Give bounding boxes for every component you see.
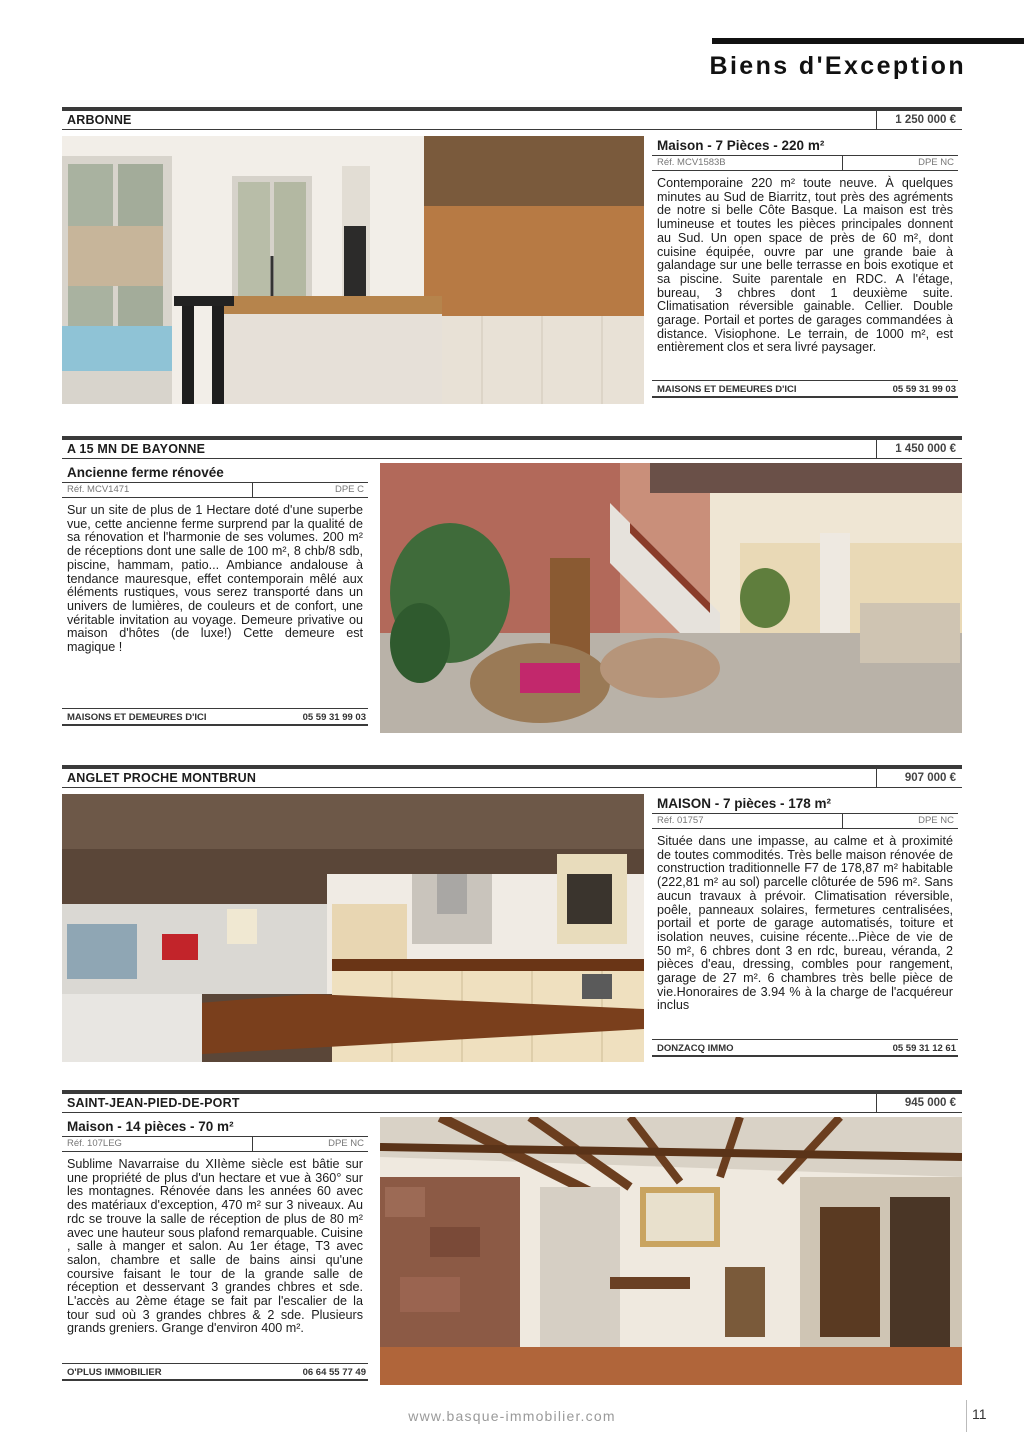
listing-location: A 15 MN DE BAYONNE bbox=[67, 442, 206, 456]
listing-description: Contemporaine 220 m² toute neuve. À quelques minutes au Sud de Biarritz, tout près des agréments de notre si belle Côte Basque. La maison est très lumineuse et toutes les pièces principales donnent au Sud. Un open space de près de 60 m², dont cuisine équipée, ouvre par une grande baie à galandage sur une belle terrasse en bois exotique et sa piscine. Suite parentale en RDC. A l'étage, bureau, 3 chbres dont 1 deuxième suite. Climatisation réversible gainable. Cellier. Double garage. Portail et portes de garages commandées à distance. Visiophone. Le terrain, de 1000 m², est entièrement clos et sera livré paysager. bbox=[657, 176, 953, 355]
listing-photo-patio bbox=[380, 463, 962, 733]
agency-phone: 05 59 31 99 03 bbox=[892, 384, 956, 395]
listing-photo-kitchen bbox=[62, 136, 644, 404]
listing-location: ARBONNE bbox=[67, 113, 132, 127]
listing-agency-row bbox=[652, 1039, 958, 1057]
page-number: 11 bbox=[972, 1406, 987, 1422]
listing-price: 1 250 000 € bbox=[876, 111, 962, 129]
listing-ref-row bbox=[62, 1137, 368, 1152]
divider bbox=[842, 814, 843, 828]
listing-agency-row bbox=[652, 380, 958, 398]
listing-ref: Réf. 107LEG bbox=[67, 1138, 122, 1149]
agency-name: MAISONS ET DEMEURES D'ICI bbox=[657, 384, 797, 395]
listing-location: SAINT-JEAN-PIED-DE-PORT bbox=[67, 1096, 240, 1110]
listing-price: 907 000 € bbox=[876, 769, 962, 787]
listing-info bbox=[62, 1117, 368, 1378]
listing-info bbox=[62, 463, 368, 723]
listing-agency-row bbox=[62, 708, 368, 726]
listing-header bbox=[62, 1090, 962, 1113]
agency-name: DONZACQ IMMO bbox=[657, 1043, 734, 1054]
top-accent-bar bbox=[712, 38, 1024, 44]
listing-dpe: DPE NC bbox=[328, 1138, 364, 1149]
agency-name: O'PLUS IMMOBILIER bbox=[67, 1367, 162, 1378]
agency-name: MAISONS ET DEMEURES D'ICI bbox=[67, 712, 207, 723]
listing-description: Sublime Navarraise du XIIème siècle est bâtie sur une propriété de plus d'un hectare et vue à 360° sur les montagnes. Rénovée dans les années 60 avec des matériaux d'exception, 470 m² sur 3 niveaux. Au rdc se trouve la salle de réception de plus de 80 m² avec une hauteur sous plafond remarquable. Cuisine , salle à manger et salon. Au 1er étage, T3 avec salon, chambre et salle de bains ainsi qu'une coursive faisant le tour de la grande salle de réception et desservant 3 grandes chbres et sde. L'accès au 2ème étage se fait par l'escalier de la tour sud où 3 grandes chbres & 2 sde. Plusieurs grands greniers. Grange d'environ 400 m². bbox=[67, 1157, 363, 1336]
listing-photo-kitchen-living bbox=[62, 794, 644, 1062]
listing-type: Maison - 7 Pièces - 220 m² bbox=[652, 136, 958, 156]
listing-agency-row bbox=[62, 1363, 368, 1381]
listing-ref-row bbox=[62, 483, 368, 498]
listing-description: Située dans une impasse, au calme et à proximité de toutes commodités. Très belle maison rénovée de construction traditionnelle F7 de 178,87 m² habitable (222,81 m² au sol) parcelle clôturée de 596 m². Sans aucun travaux à prévoir. Climatisation réversible, poêle, panneaux solaires, fermetures centralisées, portail et porte de garage automatisés, toiture et isolation neuves, cuisine récente...Pièce de vie de 50 m², 6 chbres dont 3 en rdc, bureau, véranda, 2 pièces d'eau, dressing, combles pour rangement, garage de 27 m². 6 chambres très belle pièce de vie.Honoraires de 3.94 % à la charge de l'acquéreur inclus bbox=[657, 834, 953, 1013]
listing-ref: Réf. 01757 bbox=[657, 815, 704, 826]
listing-photo-stone-hall bbox=[380, 1117, 962, 1385]
divider bbox=[842, 156, 843, 170]
listing-ref-row bbox=[652, 814, 958, 829]
footer-url[interactable]: www.basque-immobilier.com bbox=[408, 1408, 616, 1424]
listing-header bbox=[62, 765, 962, 788]
agency-phone: 05 59 31 99 03 bbox=[302, 712, 366, 723]
agency-phone: 05 59 31 12 61 bbox=[892, 1043, 956, 1054]
page-title: Biens d'Exception bbox=[709, 52, 966, 80]
listing-info bbox=[652, 136, 958, 395]
listing-description: Sur un site de plus de 1 Hectare doté d'une superbe vue, cette ancienne ferme surprend par la qualité de sa rénovation et l'harmonie de ses volumes. 200 m² de réceptions dont une salle de 100 m², 8 chb/8 sdb, piscine, hammam, patio... Ambiance andalouse à tendance mauresque, effet contemporain mêlé aux éléments rustiques, vous serez transporté dans un univers de lumières, de couleurs et de confort, une véritable invitation au voyage. Demeure privative ou maison d'hôtes (de luxe!) Cette demeure est magique ! bbox=[67, 503, 363, 655]
listing-dpe: DPE C bbox=[334, 484, 364, 495]
listing-header bbox=[62, 107, 962, 130]
listing-price: 1 450 000 € bbox=[876, 440, 962, 458]
divider bbox=[252, 483, 253, 497]
listing-info bbox=[652, 794, 958, 1054]
listing-ref-row bbox=[652, 156, 958, 171]
listing-ref: Réf. MCV1583B bbox=[657, 157, 726, 168]
listing-header bbox=[62, 436, 962, 459]
agency-phone: 06 64 55 77 49 bbox=[302, 1367, 366, 1378]
listing-ref: Réf. MCV1471 bbox=[67, 484, 130, 495]
listing-dpe: DPE NC bbox=[918, 157, 954, 168]
listing-type: MAISON - 7 pièces - 178 m² bbox=[652, 794, 958, 814]
divider bbox=[252, 1137, 253, 1151]
listing-type: Maison - 14 pièces - 70 m² bbox=[62, 1117, 368, 1137]
listing-location: ANGLET PROCHE MONTBRUN bbox=[67, 771, 257, 785]
listing-dpe: DPE NC bbox=[918, 815, 954, 826]
listing-price: 945 000 € bbox=[876, 1094, 962, 1112]
listing-type: Ancienne ferme rénovée bbox=[62, 463, 368, 483]
